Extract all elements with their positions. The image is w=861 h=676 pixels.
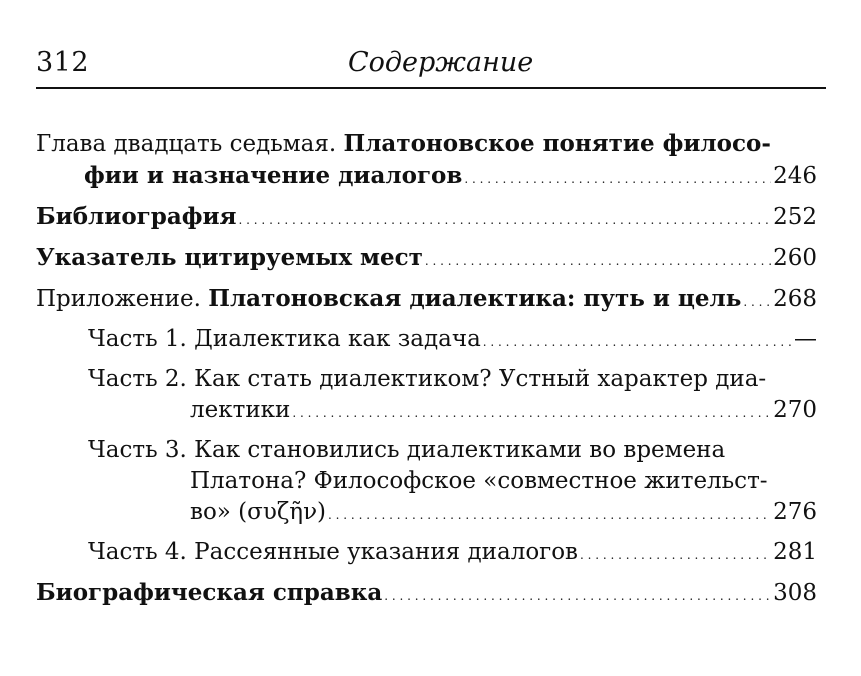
page-number: 312 xyxy=(36,47,90,78)
header-rule xyxy=(36,87,826,89)
toc-entry-title: Часть 2. Как стать диалектиком? Устный характер диа- xyxy=(88,366,767,392)
toc-entry-title-continued: во» (συζῆν) xyxy=(190,499,327,525)
dot-leader xyxy=(743,284,771,318)
toc-entry-title: Часть 3. Как становились диалектиками во времена xyxy=(88,437,726,463)
toc-entry-title: Часть 4. Рассеянные указания диалогов xyxy=(88,539,579,565)
toc-page-number: 308 xyxy=(773,580,817,606)
toc-entry-part-1[interactable] xyxy=(36,324,817,358)
toc-entry-title: Указатель цитируемых мест xyxy=(36,244,423,271)
toc-entry-bibliography[interactable] xyxy=(36,201,817,236)
toc-page-number: 270 xyxy=(773,397,817,423)
toc-entry-title: Платоновское понятие филосо- xyxy=(343,130,771,157)
dot-leader xyxy=(464,161,771,195)
dot-leader xyxy=(384,578,771,612)
toc-page-number: 260 xyxy=(773,245,817,271)
toc-entry-title-continued: Платона? Философское «совместное жительст- xyxy=(190,468,768,494)
toc-entry-biographical-note[interactable] xyxy=(36,577,817,612)
table-of-contents xyxy=(36,128,817,612)
toc-entry-title: Библиография xyxy=(36,203,237,230)
dot-leader xyxy=(239,202,772,236)
toc-entry-part-4[interactable] xyxy=(36,537,817,571)
toc-entry-title-continued: лектики xyxy=(190,397,291,423)
toc-entry-prefix: Глава двадцать седьмая. xyxy=(36,131,337,157)
toc-entry-title: Биографическая справка xyxy=(36,579,383,606)
toc-entry-part-2[interactable] xyxy=(36,364,817,429)
dot-leader xyxy=(580,537,771,571)
toc-page-number: 281 xyxy=(773,539,817,565)
running-title: Содержание xyxy=(348,47,534,78)
running-header xyxy=(36,44,826,84)
toc-entry-title: Часть 1. Диалектика как задача xyxy=(88,326,481,352)
toc-page-number: 276 xyxy=(773,499,817,525)
toc-entry-prefix: Приложение. xyxy=(36,286,201,312)
toc-entry-chapter-27[interactable] xyxy=(36,128,817,195)
toc-page-number: 252 xyxy=(773,204,817,230)
toc-entry-appendix[interactable] xyxy=(36,283,817,318)
dot-leader xyxy=(483,324,792,358)
toc-entry-title: Платоновская диалектика: путь и цель xyxy=(208,285,742,312)
dot-leader xyxy=(328,497,771,531)
toc-page-number: 246 xyxy=(773,163,817,189)
toc-page-number: 268 xyxy=(773,286,817,312)
toc-entry-index-of-passages[interactable] xyxy=(36,242,817,277)
dot-leader xyxy=(292,395,771,429)
toc-entry-title-continued: фии и назначение диалогов xyxy=(84,162,463,189)
dot-leader xyxy=(425,243,771,277)
toc-entry-part-3[interactable] xyxy=(36,435,817,531)
toc-page-number: — xyxy=(794,326,817,352)
